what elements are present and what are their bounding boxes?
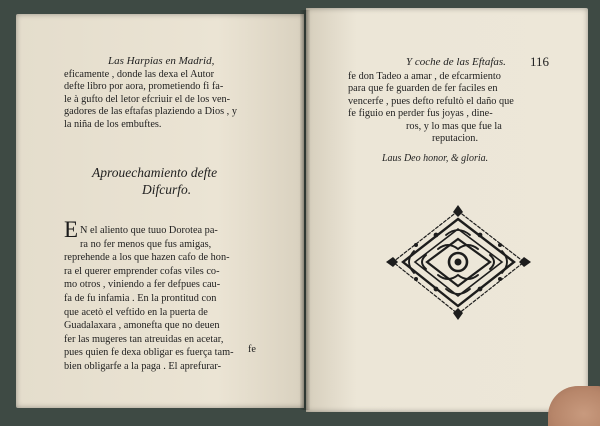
fleuron-ornament-icon: [386, 205, 531, 320]
text-line: fe don Tadeo a amar , de efcarmiento: [348, 71, 501, 82]
left-paragraph-top: [64, 69, 237, 131]
section-heading-line2: Difcurfo.: [142, 182, 192, 197]
text-line: N el aliento que tuuo Dorotea pa-: [80, 225, 218, 236]
text-line: Guadalaxara , amonefta que no deuen: [64, 320, 220, 332]
left-paragraph-main: [64, 224, 234, 374]
text-line: ros, y lo mas que fue la: [406, 120, 502, 132]
text-line: fa de fu infamia . En la prontitud con: [64, 292, 217, 304]
closing-doxology: Laus Deo honor, & gloria.: [382, 153, 489, 164]
page-number: 116: [530, 54, 550, 69]
catchword: fe: [248, 344, 256, 355]
text-line: mo otros , viniendo a fer defpues cau-: [64, 279, 221, 291]
text-line: la niña de los embuftes.: [64, 118, 162, 130]
right-running-head: Y coche de las Eftafas.: [406, 56, 506, 68]
text-line: reprehende a los que hazen cafo de hon-: [64, 252, 230, 264]
text-line: fer las mugeres tan atreuidas en acetar,: [64, 333, 224, 345]
text-line: eficamente , donde las dexa el Autor: [64, 69, 215, 80]
left-page: [16, 14, 304, 408]
text-line: gadores de las eftafas plaziendo a Dios , y: [64, 106, 237, 118]
text-line: le à gufto del letor efcriuir el de los ven-: [64, 93, 231, 105]
text-line: bien obligarfe a la paga . El aprefurar-: [64, 360, 222, 372]
drop-cap: E: [64, 217, 79, 242]
right-paragraph: [348, 71, 514, 145]
text-line: que acetò el veftido en la puerta de: [64, 306, 208, 318]
text-line: reputacion.: [432, 133, 479, 145]
text-line: pues quien fe dexa obligar es fuerça tam-: [64, 347, 234, 359]
right-page: [306, 8, 588, 412]
text-line: defte libro por aora, prometiendo fi fa-: [64, 81, 224, 93]
text-line: vencerfe , pues defto refultò el daño que: [348, 95, 514, 107]
text-line: ra no fer menos que fus amigas,: [80, 238, 212, 250]
left-running-head: Las Harpias en Madrid,: [108, 55, 215, 67]
book-gutter: [300, 10, 310, 410]
text-line: para que fe guarden de fer faciles en: [348, 83, 498, 95]
text-line: ra el querer emprender cofas viles co-: [64, 265, 220, 277]
text-line: fe figuio en perder fus joyas , dine-: [348, 108, 493, 120]
section-heading-line1: Aprouechamiento defte: [92, 165, 218, 180]
